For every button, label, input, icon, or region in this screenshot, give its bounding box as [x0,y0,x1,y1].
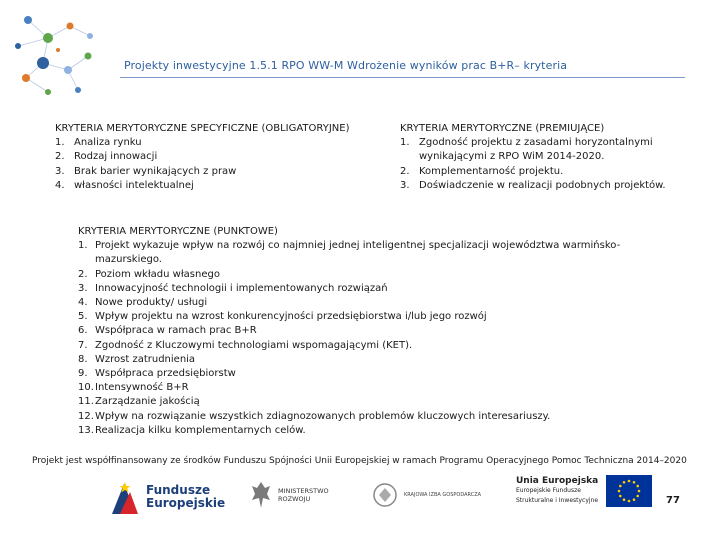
section-header: KRYTERIA MERYTORYCZNE SPECYFICZNE (OBLIGATORYJNE) [55,123,350,134]
list-item: 8. Wzrost zatrudnienia [78,353,196,365]
kis-emblem-icon [372,482,398,508]
list-item: 3. Innowacyjność technologii i implementowanych rozwiązań [78,282,388,294]
list-item: 4. własności intelektualnej [55,179,194,191]
list-item: 2. Poziom wkładu własnego [78,268,220,280]
premium-criteria-section [400,122,668,193]
list-item: 11. Zarządzanie jakością [78,396,200,408]
section-header: KRYTERIA MERYTORYCZNE (PREMIUJĄCE) [400,123,605,134]
list-item: 1. Analiza rynku [55,137,142,149]
list-item: 1. Zgodność projektu z zasadami horyzontalnymi wynikającymi z RPO WiM 2014-2020. [400,137,653,163]
list-item: 2. Rodzaj innowacji [55,151,158,163]
list-item: 4. Nowe produkty/ usługi [78,297,208,309]
kis-logo: KRAJOWA IZBA GOSPODARCZA [372,482,481,508]
page-title: Projekty inwestycyjne 1.5.1 RPO WW-M Wdrożenie wyników prac B+R– kryteria [124,59,568,72]
fe-star-icon [110,478,140,516]
eagle-emblem-icon [250,480,272,510]
fundusze-europejskie-logo: Fundusze Europejskie [110,478,225,516]
list-item: 9. Współpraca przedsiębiorstw [78,368,236,380]
title-divider [120,77,685,78]
list-item: 12. Wpływ na rozwiązanie wszystkich zdiagnozowanych problemów kluczowych interesariuszy. [78,410,551,422]
obligatory-criteria-section [55,122,375,193]
list-item: 6. Współpraca w ramach prac B+R [78,325,257,337]
network-icon-cluster [8,8,108,100]
list-item: 3. Brak barier wynikających z praw [55,165,237,177]
ministerstwo-rozwoju-logo: MINISTERSTWO ROZWOJU [250,480,329,510]
list-item: 5. Wpływ projektu na wzrost konkurencyjności przedsiębiorstwa i/lub jego rozwój [78,311,487,323]
section-header: KRYTERIA MERYTORYCZNE (PUNKTOWE) [78,226,278,237]
list-item: 10. Intensywność B+R [78,382,189,394]
list-item: 7. Zgodność z Kluczowymi technologiami wspomagającymi (KET). [78,339,413,351]
unia-europejska-logo: Unia Europejska Europejskie Fundusze Strukturalne i Inwestycyjne [516,475,652,507]
list-item: 2. Komplementarność projektu. [400,165,564,177]
page-number: 77 [666,495,680,506]
list-item: 13. Realizacja kilku komplementarnych celów. [78,424,306,436]
list-item: 1. Projekt wykazuje wpływ na rozwój co najmniej jednej inteligentnej specjalizacji województwa warmińsko-mazurskiego. [78,240,621,266]
cofinancing-note: Projekt jest współfinansowany ze środków Funduszu Spójności Unii Europejskiej w ramach Programu Operacyjnego Pomoc Techniczna 2014–2020 [32,456,687,466]
scored-criteria-section [78,225,648,438]
list-item: 3. Doświadczenie w realizacji podobnych projektów. [400,179,666,191]
eu-flag-icon [606,475,652,507]
logo-bar [0,470,720,530]
